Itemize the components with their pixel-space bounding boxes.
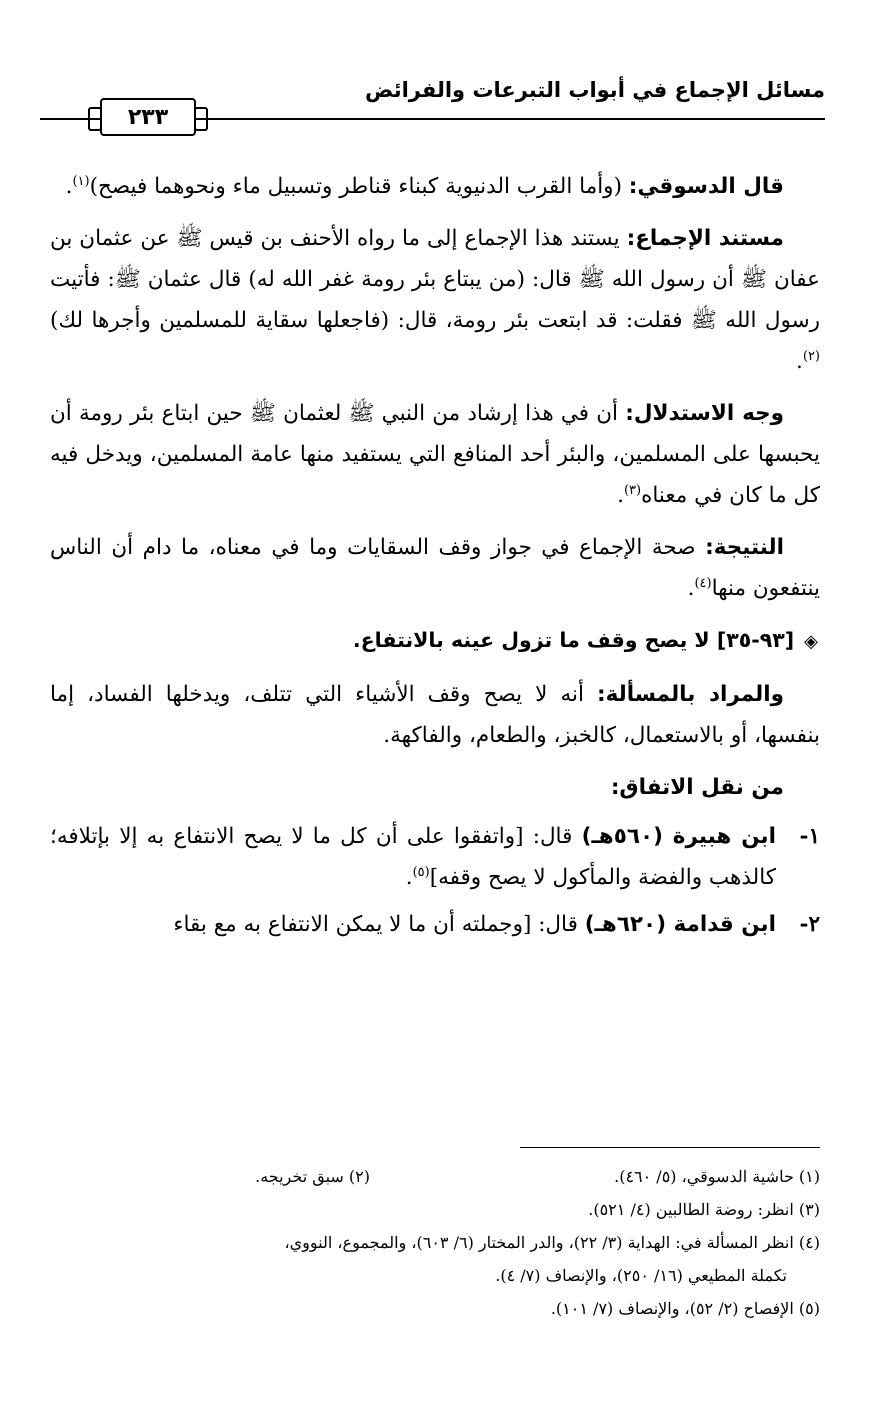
list-item-number: ١- bbox=[799, 824, 820, 849]
diamond-icon: ◈ bbox=[804, 631, 818, 652]
list-item-text bbox=[50, 904, 776, 945]
paragraph-lead: قال الدسوقي: bbox=[628, 174, 784, 199]
page-number: ٢٣٣ bbox=[127, 104, 169, 130]
paragraph-end: . bbox=[796, 349, 803, 374]
paragraph-lead: وجه الاستدلال: bbox=[625, 401, 784, 426]
page-header bbox=[40, 78, 825, 128]
paragraph-text: يستند هذا الإجماع إلى ما رواه الأحنف بن قيس ﷺ عن عثمان بن عفان ﷺ أن رسول الله ﷺ قال: (من يبتاع بئر رومة غفر الله له) قال عثمان ﷺ: فأتيت رسول الله ﷺ فقلت: قد ابتعت بئر رومة، قال: (فاجعلها سقاية للمسلمين وأجرها لك) bbox=[50, 226, 820, 333]
list-item-body: قال: [واتفقوا على أن كل ما لا يصح الانتفاع به إلا بإتلافه؛ كالذهب والفضة والمأكول لا يصح وقفه] bbox=[50, 824, 776, 890]
issue-heading-text: [٩٣-٣٥] لا يصح وقف ما تزول عينه بالانتفاع. bbox=[352, 628, 795, 652]
paragraph-end: . bbox=[687, 576, 695, 601]
paragraph-text: أنه لا يصح وقف الأشياء التي تتلف، ويدخلها الفساد، إما بنفسها، أو بالاستعمال، كالخبز، والطعام، والفاكهة. bbox=[50, 682, 820, 748]
paragraph-dasuqi bbox=[50, 166, 820, 207]
footnote-ref: (٤) bbox=[694, 575, 712, 591]
footnote-separator bbox=[520, 1147, 820, 1148]
agreement-heading: من نقل الاتفاق: bbox=[610, 775, 784, 800]
paragraph-lead: والمراد بالمسألة: bbox=[597, 682, 784, 707]
footnote-row bbox=[50, 1259, 820, 1292]
footnote-row bbox=[50, 1226, 820, 1259]
footnote-ref: (٣) bbox=[623, 482, 642, 498]
paragraph-meaning bbox=[50, 674, 820, 756]
list-item-number: ٢- bbox=[799, 912, 820, 937]
paragraph-text: صحة الإجماع في جواز وقف السقايات وما في معناه، ما دام أن الناس ينتفعون منها bbox=[50, 535, 820, 601]
footnotes bbox=[50, 1160, 820, 1325]
paragraph-text: أن في هذا إرشاد من النبي ﷺ لعثمان ﷺ حين ابتاع بئر رومة أن يحبسها على المسلمين، والبئر أحد المنافع التي يستفيد منها عامة المسلمين، ويدخل فيه كل ما كان في معناه bbox=[50, 401, 820, 508]
list-item bbox=[50, 904, 820, 945]
paragraph-end: . bbox=[65, 174, 73, 199]
footnote-1: (١) حاشية الدسوقي، (٥/ ٤٦٠). bbox=[614, 1167, 820, 1186]
footnote-3: (٣) انظر: روضة الطالبين (٤/ ٥٢١). bbox=[588, 1200, 820, 1219]
list-item-lead: ابن هبيرة (٥٦٠هـ) bbox=[581, 824, 776, 849]
issue-heading bbox=[50, 620, 820, 662]
list-item-text bbox=[50, 816, 776, 898]
footnote-4-continued: تكملة المطيعي (١٦/ ٢٥٠)، والإنصاف (٧/ ٤). bbox=[495, 1266, 787, 1285]
paragraph-lead: مستند الإجماع: bbox=[626, 226, 784, 251]
list-item bbox=[50, 816, 820, 898]
list-item-end: . bbox=[405, 865, 413, 890]
footnote-5: (٥) الإفصاح (٢/ ٥٢)، والإنصاف (٧/ ١٠١). bbox=[550, 1299, 820, 1318]
footnote-row bbox=[50, 1160, 820, 1193]
page-number-badge bbox=[100, 98, 196, 136]
list-item-body: قال: [وجملته أن ما لا يمكن الانتفاع به مع بقاء bbox=[173, 912, 585, 937]
paragraph-end: . bbox=[617, 483, 624, 508]
footnote-ref: (٥) bbox=[412, 864, 430, 880]
paragraph-reasoning bbox=[50, 393, 820, 516]
footnote-ref: (٢) bbox=[802, 348, 820, 364]
main-text bbox=[50, 166, 820, 951]
footnote-4: (٤) انظر المسألة في: الهداية (٣/ ٢٢)، والدر المختار (٦/ ٦٠٣)، والمجموع، النووي، bbox=[284, 1233, 820, 1252]
footnote-2: (٢) سبق تخريجه. bbox=[255, 1167, 370, 1186]
paragraph-evidence bbox=[50, 218, 820, 382]
running-title: مسائل الإجماع في أبواب التبرعات والفرائض bbox=[365, 78, 825, 102]
footnote-row bbox=[50, 1193, 820, 1226]
footnote-ref: (١) bbox=[72, 173, 90, 189]
paragraph-lead: النتيجة: bbox=[705, 535, 784, 560]
list-item-lead: ابن قدامة (٦٢٠هـ) bbox=[584, 912, 776, 937]
paragraph-result bbox=[50, 527, 820, 609]
footnote-row bbox=[50, 1292, 820, 1325]
paragraph-text: (وأما القرب الدنيوية كبناء قناطر وتسبيل ماء ونحوهما فيصح) bbox=[89, 174, 629, 199]
